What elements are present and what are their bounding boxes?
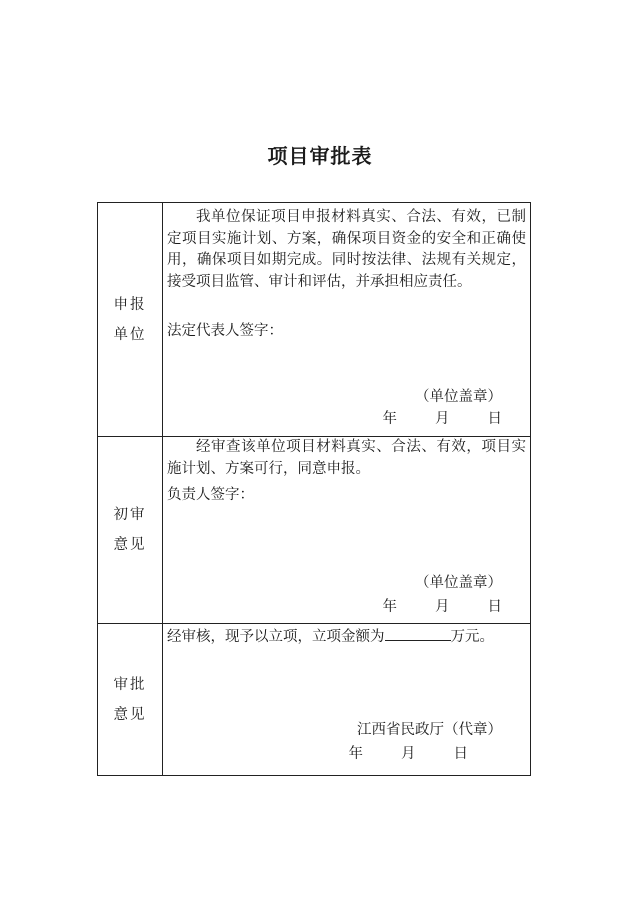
legal-representative-signature-label: 法定代表人签字： [167, 323, 283, 339]
label-line-1: 申报 [113, 296, 147, 313]
date-line [383, 597, 503, 619]
month-label: 月 [435, 411, 450, 427]
approval-statement [167, 626, 526, 649]
label-line-1: 初审 [113, 507, 147, 523]
unit-seal-label: （单位盖章） [415, 389, 502, 405]
label-line-2: 意见 [113, 706, 147, 723]
day-label: 日 [487, 411, 502, 427]
applicant-unit-label [98, 203, 163, 437]
responsible-person-signature-label: 负责人签字： [167, 487, 254, 503]
applicant-unit-content [163, 203, 531, 437]
label-line-2: 意见 [113, 537, 147, 553]
preliminary-review-label [98, 437, 163, 624]
approval-opinion-row [98, 624, 531, 776]
day-label: 日 [487, 599, 502, 615]
applicant-statement: 我单位保证项目申报材料真实、合法、有效，已制定项目实施计划、方案，确保项目资金的安全和正确使用，确保项目如期完成。同时按法律、法规有关规定，接受项目监管、审计和评估，并承担相应责任。 [167, 209, 526, 290]
month-label: 月 [435, 599, 450, 615]
year-label: 年 [382, 599, 397, 615]
day-label: 日 [453, 746, 468, 762]
year-label: 年 [382, 411, 397, 427]
date-line [349, 744, 469, 766]
applicant-unit-row [98, 203, 531, 437]
amount-blank [385, 626, 451, 641]
approval-opinion-label [98, 624, 163, 776]
approval-opinion-content [163, 624, 531, 776]
label-line-2: 单位 [113, 326, 147, 343]
approval-statement-after: 万元。 [450, 629, 494, 645]
month-label: 月 [401, 746, 416, 762]
label-line-1: 审批 [113, 676, 147, 693]
year-label: 年 [348, 746, 363, 762]
preliminary-review-row [98, 437, 531, 624]
approval-statement-before: 经审核，现予以立项，立项金额为 [167, 629, 385, 645]
department-seal-label: 江西省民政厅（代章） [357, 722, 502, 738]
preliminary-review-statement: 经审查该单位项目材料真实、合法、有效，项目实施计划、方案可行，同意申报。 [167, 439, 526, 477]
date-line [383, 409, 503, 431]
unit-seal-label: （单位盖章） [415, 575, 502, 591]
page-title: 项目审批表 [267, 144, 373, 168]
approval-form-table [97, 202, 531, 776]
preliminary-review-content [163, 437, 531, 624]
